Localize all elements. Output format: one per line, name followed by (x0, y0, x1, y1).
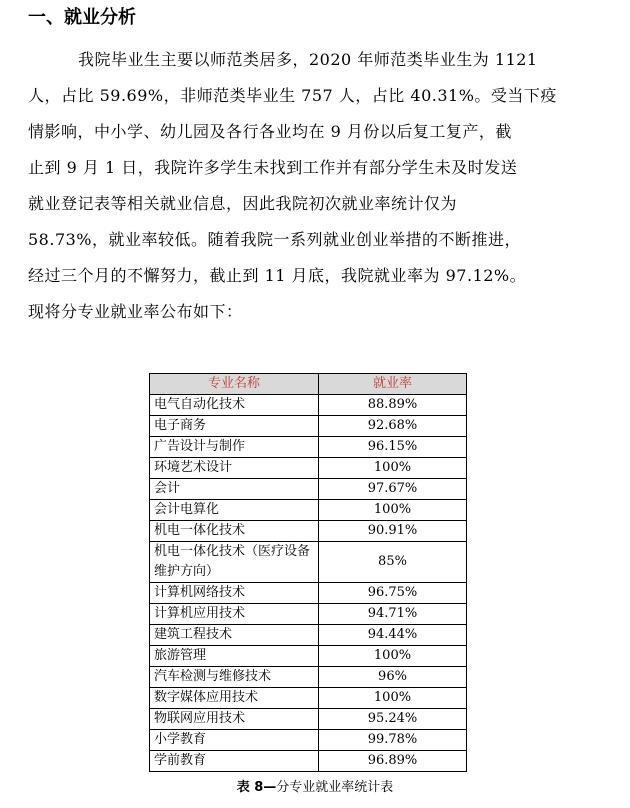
table-row (150, 688, 467, 709)
employment-rate-table (149, 373, 467, 772)
table-row (150, 583, 467, 604)
table-row (150, 604, 467, 625)
major-name-cell: 环境艺术设计 (150, 458, 319, 479)
major-name-cell: 学前教育 (150, 751, 319, 772)
rate-cell: 90.91% (319, 521, 467, 542)
major-name-cell: 广告设计与制作 (150, 437, 319, 458)
paragraph-line: 现将分专业就业率公布如下： (28, 302, 243, 321)
major-name-cell: 建筑工程技术 (150, 625, 319, 646)
table-row (150, 730, 467, 751)
table-row (150, 521, 467, 542)
table-row (150, 395, 467, 416)
rate-cell: 97.67% (319, 479, 467, 500)
paragraph-line: 人，占比 59.69%，非师范类毕业生 757 人，占比 40.31%。受当下疫 (28, 86, 557, 105)
rate-cell: 88.89% (319, 395, 467, 416)
paragraph-line: 经过三个月的不懈努力，截止到 11 月底，我院就业率为 97.12%。 (28, 266, 527, 285)
major-name-cell: 汽车检测与维修技术 (150, 667, 319, 688)
major-name-cell: 计算机网络技术 (150, 583, 319, 604)
paragraph-line: 58.73%，就业率较低。随着我院一系列就业创业举措的不断推进， (28, 230, 522, 249)
paragraph-line: 情影响，中小学、幼儿园及各行各业均在 9 月份以后复工复产，截 (28, 122, 512, 141)
rate-cell: 100% (319, 500, 467, 521)
table-row (150, 542, 467, 583)
column-header-major: 专业名称 (150, 374, 319, 395)
rate-cell: 92.68% (319, 416, 467, 437)
major-name-cell: 电子商务 (150, 416, 319, 437)
table-row (150, 500, 467, 521)
table-row (150, 479, 467, 500)
body-paragraph (28, 42, 588, 330)
rate-cell: 99.78% (319, 730, 467, 751)
major-name-cell: 计算机应用技术 (150, 604, 319, 625)
caption-text: 分专业就业率统计表 (276, 780, 394, 795)
rate-cell: 100% (319, 688, 467, 709)
paragraph-line: 我院毕业生主要以师范类居多，2020 年师范类毕业生为 1121 (78, 50, 538, 69)
rate-cell: 85% (319, 542, 467, 583)
table-row (150, 625, 467, 646)
major-name-cell: 会计 (150, 479, 319, 500)
rate-cell: 94.71% (319, 604, 467, 625)
table-row (150, 458, 467, 479)
section-heading: 一、就业分析 (28, 7, 136, 28)
rate-cell: 96% (319, 667, 467, 688)
rate-cell: 100% (319, 646, 467, 667)
table-row (150, 709, 467, 730)
rate-cell: 100% (319, 458, 467, 479)
table-row (150, 646, 467, 667)
major-name-cell: 机电一体化技术 (150, 521, 319, 542)
table-header-row (150, 374, 467, 395)
table-row (150, 751, 467, 772)
rate-cell: 96.89% (319, 751, 467, 772)
rate-cell: 96.75% (319, 583, 467, 604)
table-row (150, 416, 467, 437)
major-name-cell: 数字媒体应用技术 (150, 688, 319, 709)
major-name-cell: 物联网应用技术 (150, 709, 319, 730)
column-header-rate: 就业率 (319, 374, 467, 395)
table-row (150, 437, 467, 458)
major-name-cell: 旅游管理 (150, 646, 319, 667)
caption-label: 表 8— (236, 780, 277, 795)
rate-cell: 95.24% (319, 709, 467, 730)
major-name-cell: 小学教育 (150, 730, 319, 751)
major-name-cell: 会计电算化 (150, 500, 319, 521)
paragraph-line: 止到 9 月 1 日，我院许多学生未找到工作并有部分学生未及时发送 (28, 158, 518, 177)
rate-cell: 94.44% (319, 625, 467, 646)
paragraph-line: 就业登记表等相关就业信息，因此我院初次就业率统计仅为 (28, 194, 458, 213)
table-row (150, 667, 467, 688)
rate-cell: 96.15% (319, 437, 467, 458)
table-caption (0, 778, 630, 798)
major-name-cell: 电气自动化技术 (150, 395, 319, 416)
major-name-cell: 机电一体化技术（医疗设备维护方向） (150, 542, 319, 583)
